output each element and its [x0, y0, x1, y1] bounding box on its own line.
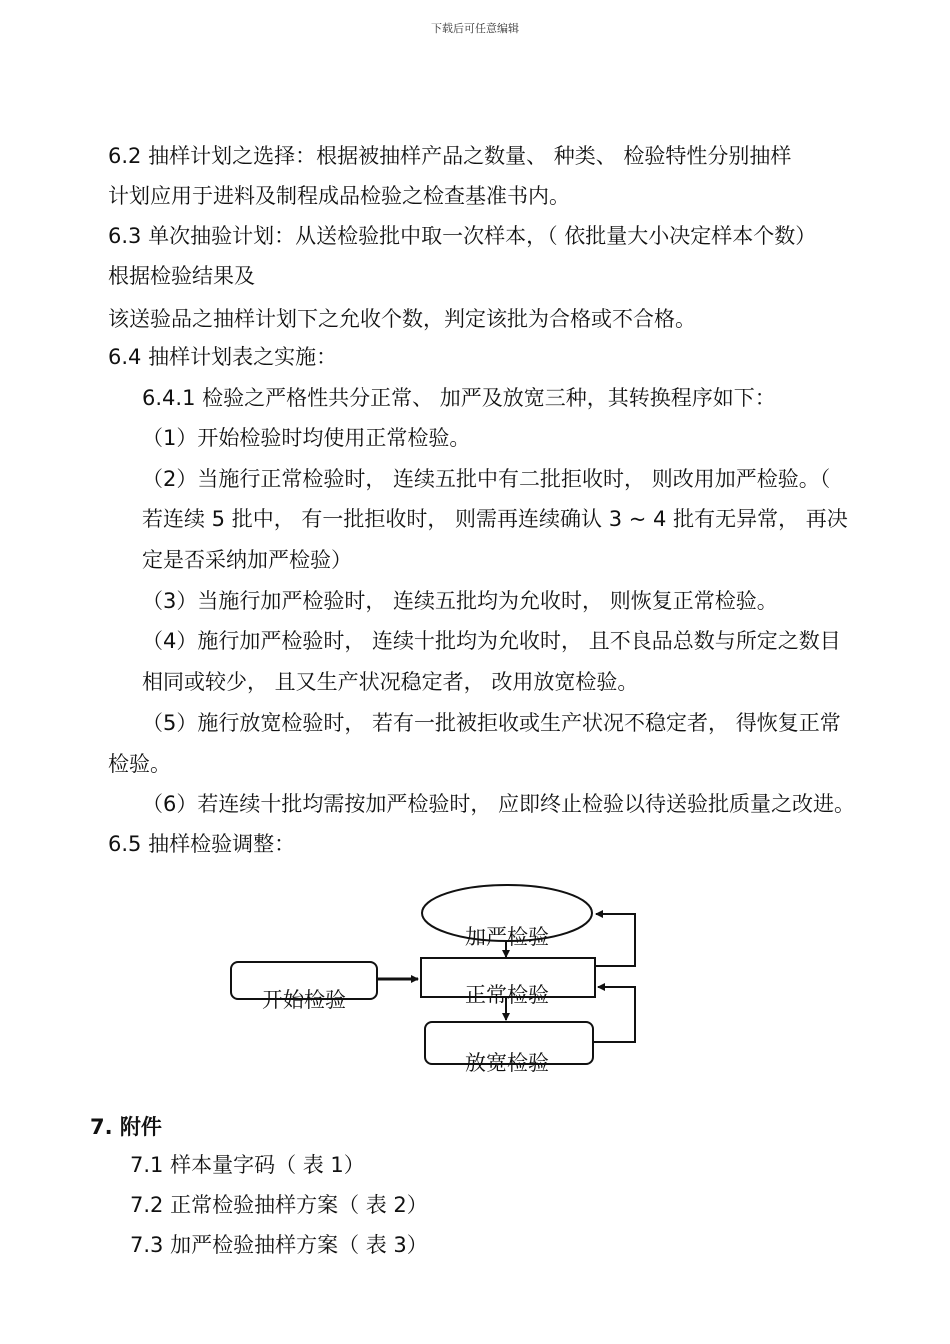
reduced-label: 放宽检验 [465, 1051, 549, 1075]
start-label: 开始检验 [262, 988, 346, 1012]
text-line: 6.5 抽样检验调整： [108, 832, 296, 856]
text-line: 定是否采纳加严检验） [142, 548, 352, 572]
text-line: 该送验品之抽样计划下之允收个数，判定该批为合格或不合格。 [108, 307, 696, 331]
arrow-normal-to-tightened [596, 914, 635, 966]
text-line: （6）若连续十批均需按加严检验时， 应即终止检验以待送验批质量之改进。 [142, 792, 856, 816]
attachment-item: 7.1 样本量字码（ 表 1） [130, 1153, 365, 1177]
text-line: 6.4.1 检验之严格性共分正常、 加严及放宽三种，其转换程序如下： [142, 386, 776, 410]
section-heading-attachments: 7. 附件 [90, 1115, 162, 1139]
text-line: （4）施行加严检验时， 连续十批均为允收时， 且不良品总数与所定之数目 [142, 629, 841, 653]
normal-label: 正常检验 [465, 983, 549, 1007]
text-line: 若连续 5 批中， 有一批拒收时， 则需再连续确认 3 ~ 4 批有无异常， 再决 [142, 507, 848, 531]
text-line: 6.4 抽样计划表之实施： [108, 345, 338, 369]
text-line: 检验。 [108, 752, 171, 776]
text-line: （2）当施行正常检验时， 连续五批中有二批拒收时， 则改用加严检验。（ [142, 467, 831, 491]
attachment-item: 7.2 正常检验抽样方案（ 表 2） [130, 1193, 428, 1217]
text-line: 6.2 抽样计划之选择：根据被抽样产品之数量、 种类、 检验特性分别抽样 [108, 144, 792, 168]
text-line: 相同或较少， 且又生产状况稳定者， 改用放宽检验。 [142, 670, 639, 694]
text-line: 根据检验结果及 [108, 264, 255, 288]
text-line: 计划应用于进料及制程成品检验之检查基准书内。 [108, 184, 570, 208]
text-line: 6.3 单次抽验计划：从送检验批中取一次样本，（ 依批量大小决定样本个数） [108, 224, 817, 248]
text-line: （1）开始检验时均使用正常检验。 [142, 426, 471, 450]
text-line: （3）当施行加严检验时， 连续五批均为允收时， 则恢复正常检验。 [142, 589, 778, 613]
arrow-reduced-to-normal [594, 987, 635, 1042]
text-line: （5）施行放宽检验时， 若有一批被拒收或生产状况不稳定者， 得恢复正常 [142, 711, 841, 735]
page-header: 下载后可任意编辑 [431, 22, 519, 35]
attachment-item: 7.3 加严检验抽样方案（ 表 3） [130, 1233, 428, 1257]
tightened-label: 加严检验 [465, 925, 549, 949]
